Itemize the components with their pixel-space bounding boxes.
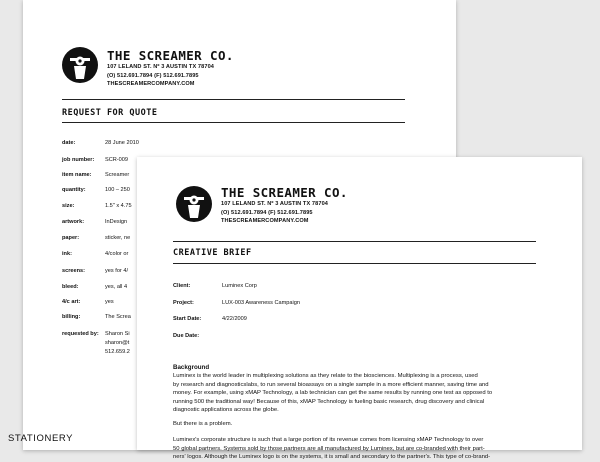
paragraph-line: by research and diagnosticslabs, to run several bioassays on a single sample in a more efficient manner, saving time and (173, 381, 489, 388)
field-value: 4/22/2009 (222, 316, 247, 322)
background-paragraph-1 (173, 372, 492, 415)
field-label: paper: (62, 235, 80, 241)
company-phone: (O) 512.691.7894 (F) 512.691.7895 (221, 209, 313, 216)
field-value: The Screa (105, 314, 131, 320)
field-label: requested by: (62, 331, 99, 337)
field-label: bleed: (62, 284, 79, 290)
stationery-caption: STATIONERY (8, 433, 74, 444)
company-website: THESCREAMERCOMPANY.COM (221, 218, 309, 225)
field-label: size: (62, 203, 75, 209)
field-value: 4/color or (105, 251, 129, 257)
field-label: item name: (62, 172, 92, 178)
paragraph-line: diagnostic applications across the globe. (173, 407, 279, 414)
field-label: Due Date: (173, 333, 200, 339)
section-heading: Background (173, 364, 210, 371)
paragraph-line: But there is a problem. (173, 421, 233, 427)
field-label: Client: (173, 283, 191, 289)
field-value: yes, all 4 (105, 284, 128, 290)
company-name: THE SCREAMER CO. (107, 48, 234, 63)
paragraph-line: 50 global partners. Systems sold by those partners are all manufactured by Luminex, but are co-branded with their part- (173, 445, 485, 452)
field-value: 28 June 2010 (105, 140, 139, 146)
field-value: Screamer (105, 172, 130, 178)
background-paragraph-2 (173, 420, 232, 429)
paragraph-line: running 500 the traditional way! Because of this, xMAP Technology is fueling basic research, drug discovery and clinical (173, 398, 485, 405)
field-value: 1.5" x 4.75 (105, 203, 132, 209)
screamer-figure-icon (62, 47, 98, 83)
field-value: SCR-009 (105, 157, 129, 163)
paragraph-line: Luminex's corporate structure is such that a large portion of its revenue comes from licensing xMAP Technology to over (173, 437, 484, 443)
document-title: REQUEST FOR QUOTE (62, 108, 158, 118)
field-value: Sharon Si (105, 331, 130, 337)
company-phone: (O) 512.691.7894 (F) 512.691.7895 (107, 72, 199, 79)
company-contact (221, 200, 328, 226)
company-contact (107, 63, 214, 89)
field-value-extra: sharon@t (105, 340, 130, 346)
field-label: 4/c art: (62, 299, 81, 305)
field-label: ink: (62, 251, 72, 257)
paragraph-line: ners' logos. Although the Luminex logo is on the systems, it is small and secondary to the partner's. This type of co-brand- (173, 454, 491, 461)
company-address: 107 LELAND ST. Nº 3 AUSTIN TX 78704 (107, 64, 214, 70)
field-label: quantity: (62, 187, 86, 193)
screamer-figure-icon (176, 186, 212, 222)
field-value-extra: 512.659.2 (105, 349, 130, 355)
field-value: InDesign (105, 219, 128, 225)
field-value: 100 – 250 (105, 187, 130, 193)
field-label: artwork: (62, 219, 85, 225)
field-value: yes for 4/ (105, 268, 129, 274)
field-value: yes (105, 299, 114, 305)
field-value: Luminex Corp (222, 283, 257, 289)
field-label: Start Date: (173, 316, 202, 322)
field-label: job number: (62, 157, 95, 163)
field-value: sticker, ne (105, 235, 131, 241)
field-label: screens: (62, 268, 86, 274)
field-label: date: (62, 140, 76, 146)
company-address: 107 LELAND ST. Nº 3 AUSTIN TX 78704 (221, 201, 328, 207)
field-label: billing: (62, 314, 81, 320)
field-label: Project: (173, 300, 194, 306)
title-rule (173, 263, 536, 264)
paragraph-line: money. For example, using xMAP Technology, a lab technician can get the same results by running one test as opposed to (173, 390, 493, 397)
company-website: THESCREAMERCOMPANY.COM (107, 81, 195, 88)
background-paragraph-3 (173, 436, 490, 462)
header-rule (173, 241, 536, 242)
field-value: LUX-003 Awareness Campaign (222, 300, 300, 306)
paragraph-line: Luminex is the world leader in multiplexing solutions as they relate to the biosciences. Multiplexing is a process, used (173, 373, 478, 379)
header-rule (62, 99, 405, 100)
title-rule (62, 122, 405, 123)
document-title: CREATIVE BRIEF (173, 248, 252, 258)
company-name: THE SCREAMER CO. (221, 185, 348, 200)
creative-brief-sheet (137, 157, 582, 461)
